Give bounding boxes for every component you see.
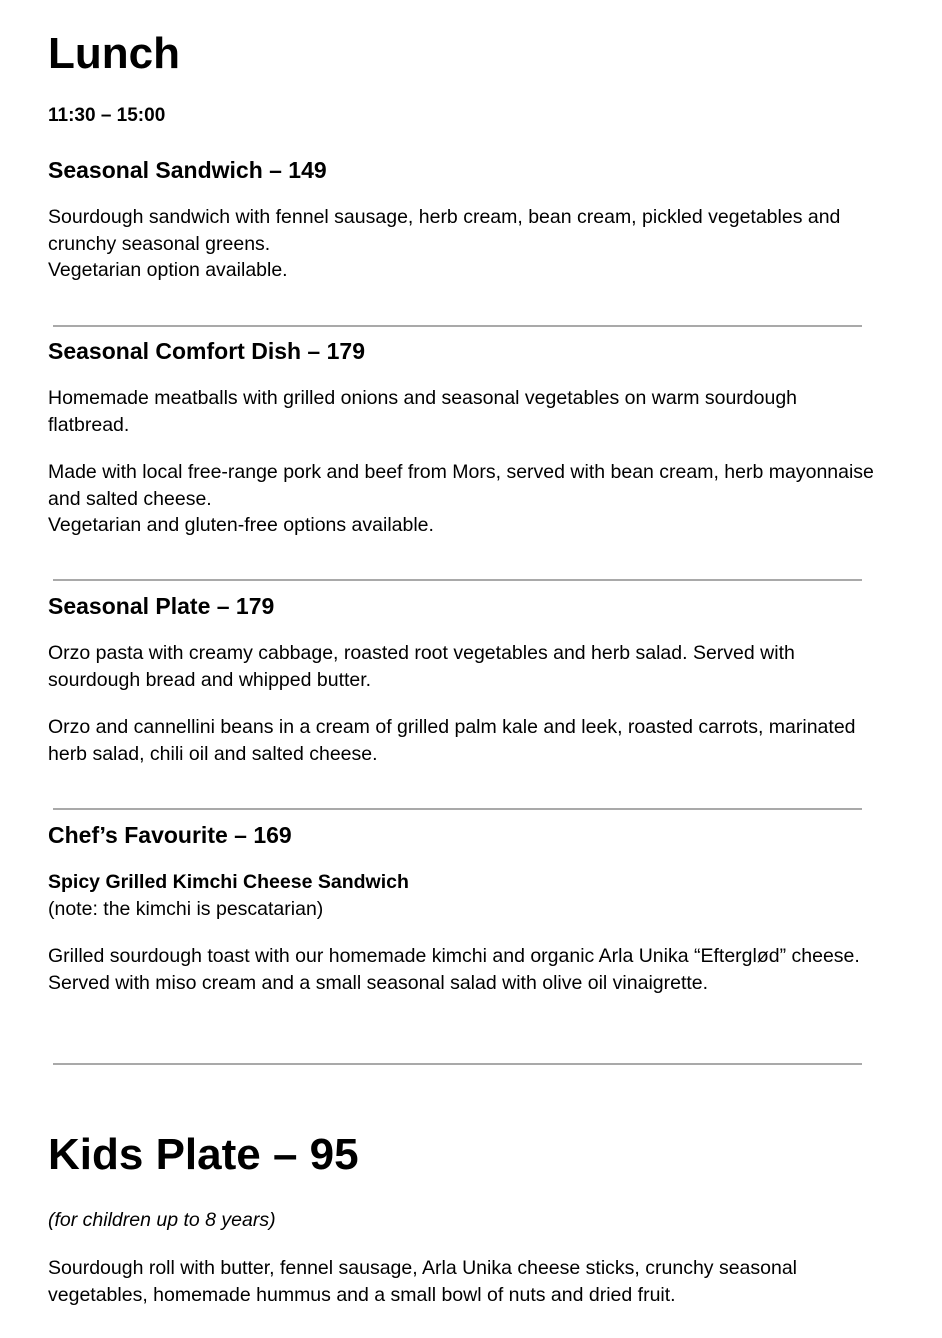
section-divider — [53, 1063, 862, 1065]
section-divider — [53, 579, 862, 581]
menu-item-option-note: Vegetarian and gluten-free options available. — [48, 514, 434, 536]
kids-plate-description: Sourdough roll with butter, fennel sausage, Arla Unika cheese sticks, crunchy seasonal vegetables, homemade hummus and a small bowl of nuts and dried fruit. — [48, 1257, 798, 1306]
menu-item-description: Orzo pasta with creamy cabbage, roasted root vegetables and herb salad. Served with sourdough bread and whipped butter. — [48, 642, 795, 691]
section-divider — [53, 808, 862, 810]
menu-item-description: Served with miso cream and a small seasonal salad with olive oil vinaigrette. — [48, 971, 709, 994]
menu-item-note: (note: the kimchi is pescatarian) — [48, 897, 324, 920]
menu-item-description: Sourdough sandwich with fennel sausage, herb cream, bean cream, pickled vegetables and crunchy seasonal greens. — [48, 206, 841, 255]
menu-item-chefs-favourite — [48, 821, 878, 996]
menu-item-heading: Seasonal Plate – 179 — [48, 593, 275, 619]
menu-item-description: Orzo and cannellini beans in a cream of grilled palm kale and leek, roasted carrots, marinated herb salad, chili oil and salted cheese. — [48, 716, 856, 765]
menu-item-description: Grilled sourdough toast with our homemade kimchi and organic Arla Unika “Efterglød” cheese. — [48, 945, 860, 967]
kids-plate-title: Kids Plate – 95 — [48, 1130, 359, 1179]
lunch-title: Lunch — [48, 29, 180, 78]
menu-item-heading: Seasonal Sandwich – 149 — [48, 157, 327, 183]
menu-item-seasonal-sandwich — [48, 156, 878, 284]
section-divider — [53, 325, 862, 327]
menu-item-heading: Seasonal Comfort Dish – 179 — [48, 338, 365, 364]
menu-item-description: Homemade meatballs with grilled onions and seasonal vegetables on warm sourdough flatbread. — [48, 387, 798, 436]
menu-item-option-note: Vegetarian option available. — [48, 259, 288, 281]
kids-plate-note: (for children up to 8 years) — [48, 1209, 276, 1231]
menu-item-subheading: Spicy Grilled Kimchi Cheese Sandwich — [48, 871, 409, 893]
lunch-hours: 11:30 – 15:00 — [48, 105, 166, 126]
menu-item-description: Made with local free-range pork and beef from Mors, served with bean cream, herb mayonnaise and salted cheese. — [48, 461, 874, 510]
menu-item-seasonal-plate — [48, 592, 878, 767]
menu-item-seasonal-comfort-dish — [48, 337, 878, 539]
menu-item-heading: Chef’s Favourite – 169 — [48, 822, 292, 848]
